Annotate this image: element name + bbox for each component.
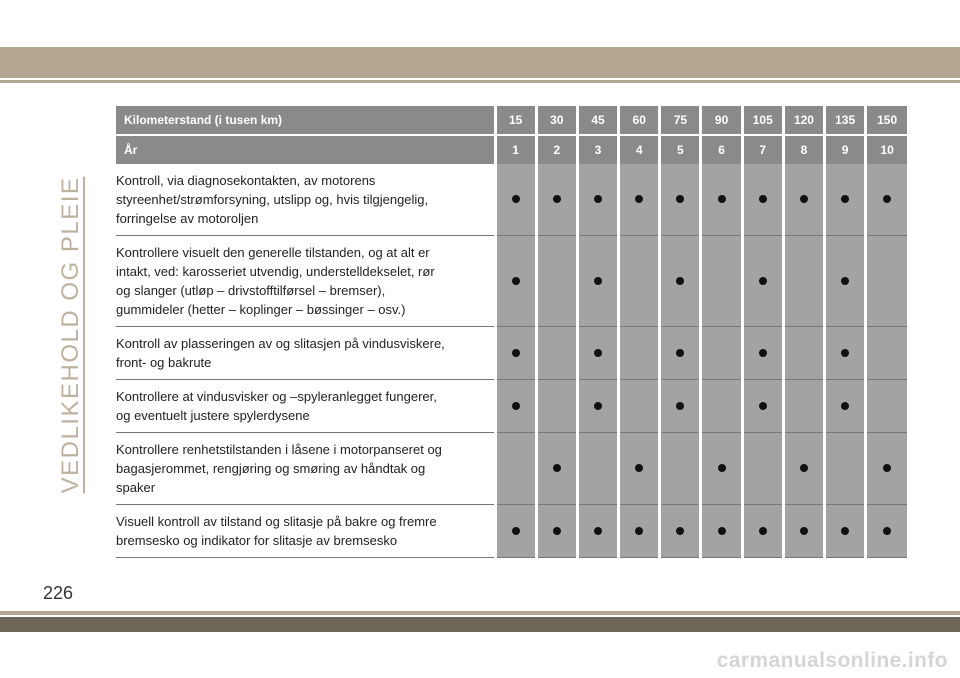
interval-cell [866,380,907,433]
task-description-line: og slanger (utløp – drivstofftilførsel – bremser), [116,283,386,298]
interval-cell [536,505,577,558]
task-description-line: forringelse av motoroljen [116,211,259,226]
service-dot-icon [841,527,849,535]
service-dot-icon [841,277,849,285]
interval-cell [577,505,618,558]
interval-cell [619,236,660,327]
mileage-header-cell: 75 [660,106,701,135]
interval-cell [660,236,701,327]
interval-cell [495,164,536,236]
mileage-header-cell: 135 [825,106,866,135]
task-description-line: front- og bakrute [116,355,212,370]
service-dot-icon [841,195,849,203]
year-header-cell: 8 [783,135,824,164]
service-dot-icon [512,277,520,285]
interval-cell [536,433,577,505]
task-description [116,380,495,433]
interval-cell [495,380,536,433]
service-dot-icon [676,195,684,203]
service-dot-icon [553,195,561,203]
interval-cell [577,236,618,327]
mileage-header-cell: 45 [577,106,618,135]
interval-cell [742,164,783,236]
interval-cell [825,236,866,327]
service-dot-icon [800,464,808,472]
interval-cell [701,236,742,327]
interval-cell [701,433,742,505]
task-description [116,433,495,505]
mileage-header-label: Kilometerstand (i tusen km) [116,106,495,135]
interval-cell [783,505,824,558]
year-header-cell: 1 [495,135,536,164]
interval-cell [577,164,618,236]
service-dot-icon [635,195,643,203]
service-dot-icon [512,349,520,357]
bottom-decor-line [0,611,960,615]
interval-cell [577,380,618,433]
year-header-cell: 5 [660,135,701,164]
task-description [116,236,495,327]
interval-cell [783,327,824,380]
interval-cell [783,164,824,236]
service-dot-icon [759,349,767,357]
interval-cell [660,505,701,558]
service-dot-icon [594,349,602,357]
service-dot-icon [635,527,643,535]
service-dot-icon [676,527,684,535]
service-dot-icon [512,527,520,535]
interval-cell [536,236,577,327]
interval-cell [783,380,824,433]
interval-cell [825,433,866,505]
interval-cell [660,433,701,505]
mileage-header-cell: 15 [495,106,536,135]
interval-cell [742,236,783,327]
mileage-header-cell: 105 [742,106,783,135]
section-title [54,100,88,570]
task-description-line: Kontrollere at vindusvisker og –spyleranlegget fungerer, [116,389,437,404]
service-dot-icon [759,195,767,203]
mileage-header-cell: 30 [536,106,577,135]
maintenance-schedule-table [116,106,907,558]
year-header-cell: 6 [701,135,742,164]
interval-cell [742,380,783,433]
section-title-text: VEDLIKEHOLD OG PLEIE [57,176,84,494]
service-dot-icon [594,195,602,203]
task-description-line: gummideler (hetter – koplinger – bøssinger – osv.) [116,302,406,317]
mileage-header-cell: 120 [783,106,824,135]
service-dot-icon [594,277,602,285]
schedule-body [116,164,907,558]
service-dot-icon [841,402,849,410]
table-row [116,236,907,327]
task-description-line: Kontrollere visuelt den generelle tilstanden, og at alt er [116,245,430,260]
mileage-header-cell: 90 [701,106,742,135]
service-dot-icon [594,402,602,410]
service-dot-icon [883,464,891,472]
task-description-line: Visuell kontroll av tilstand og slitasje på bakre og fremre [116,514,437,529]
year-header-cell: 2 [536,135,577,164]
service-dot-icon [553,464,561,472]
service-dot-icon [553,527,561,535]
watermark: carmanualsonline.info [716,649,948,672]
service-dot-icon [676,402,684,410]
interval-cell [825,327,866,380]
service-dot-icon [883,195,891,203]
interval-cell [619,164,660,236]
page-number: 226 [43,583,74,603]
interval-cell [577,433,618,505]
service-dot-icon [759,527,767,535]
service-dot-icon [883,527,891,535]
task-description-line: Kontroll av plasseringen av og slitasjen på vindusviskere, [116,336,445,351]
interval-cell [495,505,536,558]
table-row [116,505,907,558]
service-dot-icon [718,527,726,535]
interval-cell [866,327,907,380]
interval-cell [866,236,907,327]
top-decor-band [0,47,960,78]
mileage-header-cell: 150 [866,106,907,135]
interval-cell [577,327,618,380]
service-dot-icon [800,195,808,203]
task-description-line: styreenhet/strømforsyning, utslipp og, hvis tilgjengelig, [116,192,429,207]
service-dot-icon [800,527,808,535]
task-description-line: bagasjerommet, rengjøring og smøring av håndtak og [116,461,426,476]
task-description [116,505,495,558]
interval-cell [660,380,701,433]
interval-cell [619,433,660,505]
year-header-cell: 7 [742,135,783,164]
interval-cell [701,505,742,558]
interval-cell [660,327,701,380]
table-row [116,433,907,505]
interval-cell [619,380,660,433]
year-header-cell: 10 [866,135,907,164]
task-description-line: intakt, ved: karosseriet utvendig, understelldekselet, rør [116,264,435,279]
service-dot-icon [512,402,520,410]
interval-cell [536,327,577,380]
interval-cell [742,327,783,380]
interval-cell [619,505,660,558]
interval-cell [742,433,783,505]
task-description-line: Kontroll, via diagnosekontakten, av motorens [116,173,376,188]
interval-cell [701,327,742,380]
top-decor-line [0,80,960,83]
task-description-line: og eventuelt justere spylerdysene [116,408,310,423]
interval-cell [701,380,742,433]
year-header-cell: 3 [577,135,618,164]
table-row [116,164,907,236]
interval-cell [536,380,577,433]
service-dot-icon [676,349,684,357]
service-dot-icon [676,277,684,285]
year-header-row [116,135,907,164]
service-dot-icon [718,195,726,203]
table-row [116,327,907,380]
year-header-label: År [116,135,495,164]
service-dot-icon [594,527,602,535]
interval-cell [866,505,907,558]
interval-cell [866,164,907,236]
service-dot-icon [759,402,767,410]
task-description-line: spaker [116,480,156,495]
table-row [116,380,907,433]
interval-cell [495,236,536,327]
interval-cell [825,164,866,236]
task-description [116,327,495,380]
interval-cell [825,380,866,433]
interval-cell [866,433,907,505]
service-dot-icon [635,464,643,472]
interval-cell [536,164,577,236]
mileage-header-row [116,106,907,135]
task-description-line: bremsesko og indikator for slitasje av bremsesko [116,533,398,548]
mileage-header-cell: 60 [619,106,660,135]
service-dot-icon [718,464,726,472]
interval-cell [783,236,824,327]
interval-cell [783,433,824,505]
year-header-cell: 9 [825,135,866,164]
interval-cell [495,327,536,380]
interval-cell [825,505,866,558]
task-description [116,164,495,236]
interval-cell [742,505,783,558]
interval-cell [660,164,701,236]
service-dot-icon [512,195,520,203]
interval-cell [619,327,660,380]
bottom-decor-band [0,617,960,632]
service-dot-icon [759,277,767,285]
task-description-line: Kontrollere renhetstilstanden i låsene i motorpanseret og [116,442,442,457]
interval-cell [495,433,536,505]
interval-cell [701,164,742,236]
year-header-cell: 4 [619,135,660,164]
service-dot-icon [841,349,849,357]
